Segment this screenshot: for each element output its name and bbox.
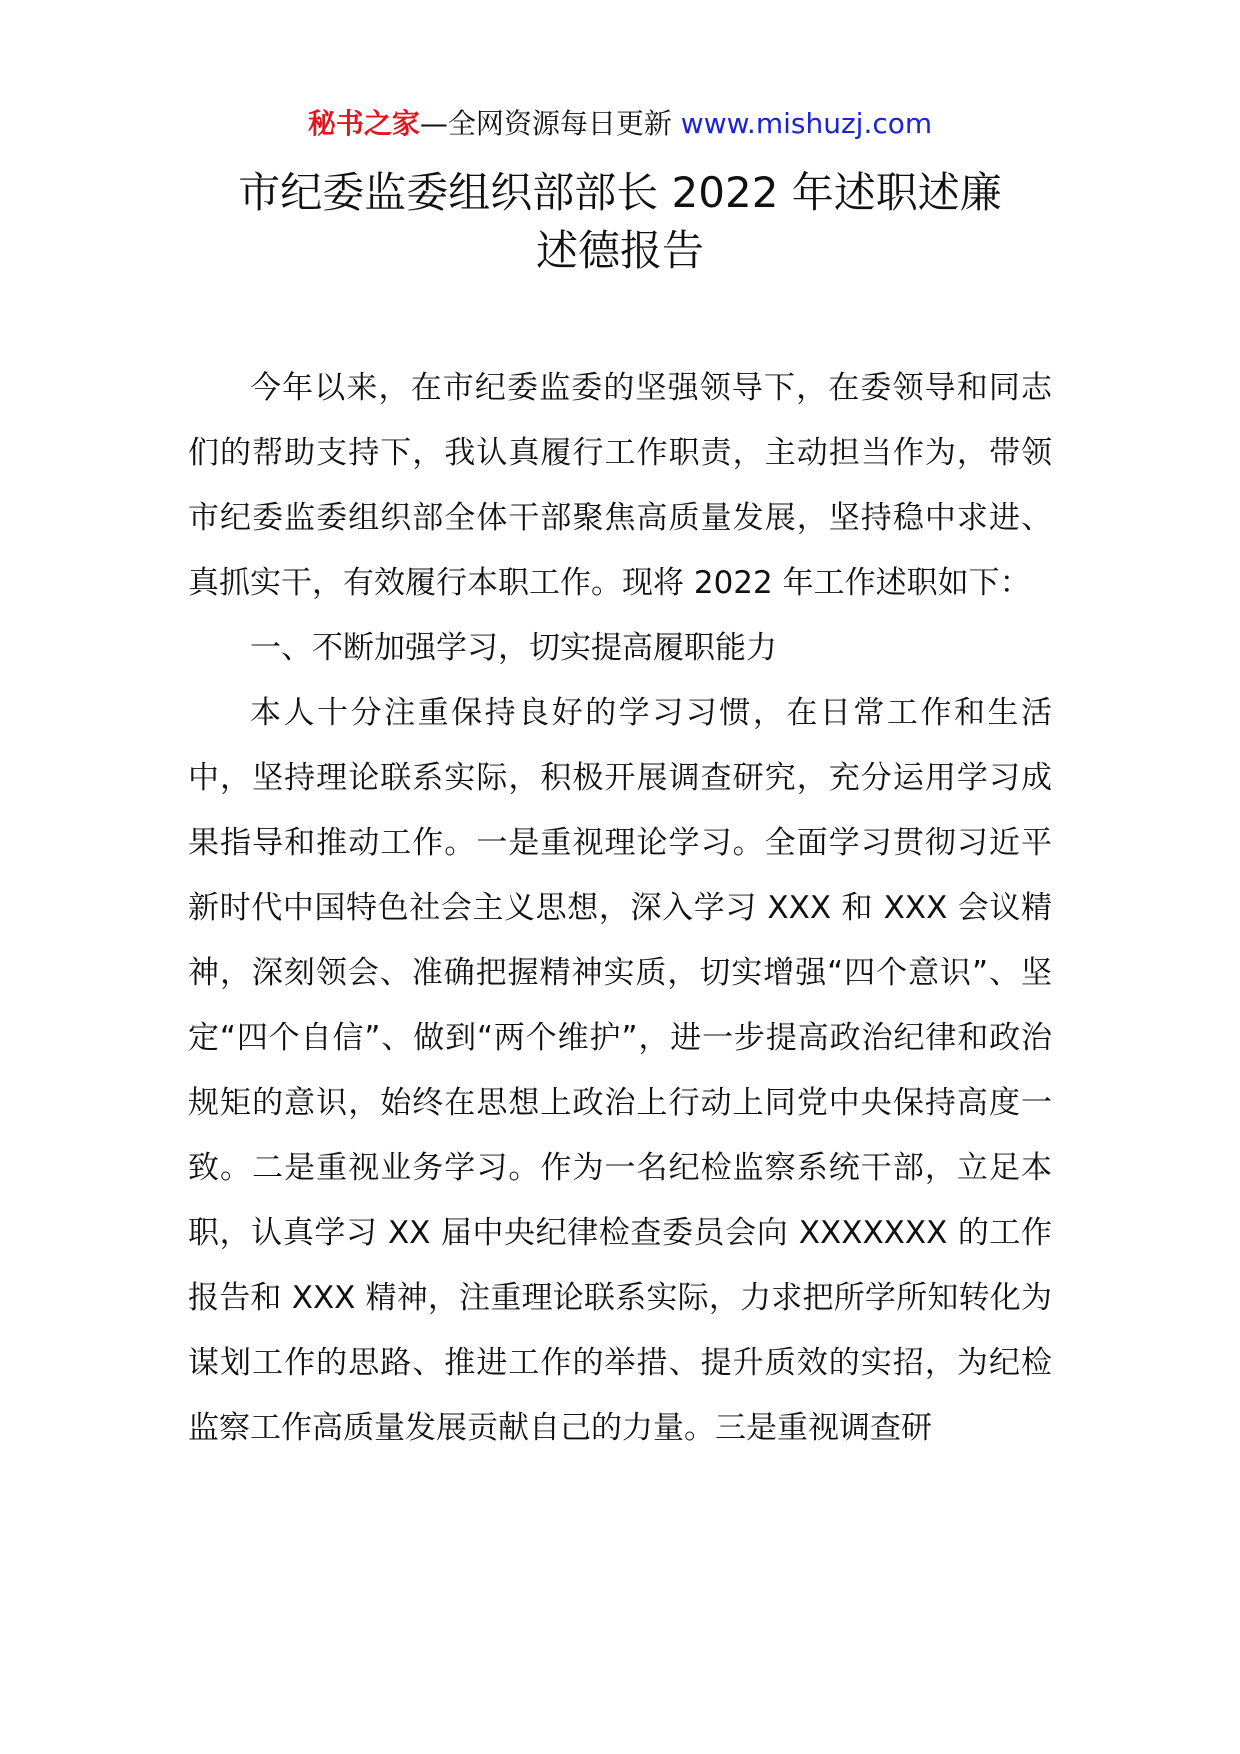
- paragraph-intro: 今年以来，在市纪委监委的坚强领导下，在委领导和同志们的帮助支持下，我认真履行工作职责，主动担当作为，带领市纪委监委组织部全体干部聚焦高质量发展，坚持稳中求进、真抓实干，有效履行本职工作。现将 2022 年工作述职如下：: [188, 370, 1052, 601]
- document-title: [0, 164, 1240, 280]
- site-url: www.mishuzj.com: [680, 107, 933, 140]
- header-tagline: —全网资源每日更新: [419, 107, 672, 140]
- site-header: [0, 106, 1240, 142]
- title-line-2: 述德报告: [535, 226, 704, 275]
- section-heading: 一、不断加强学习，切实提高履职能力: [250, 630, 777, 666]
- title-line-1: 市纪委监委组织部部长 2022 年述职述廉: [238, 168, 1002, 217]
- document-body: [188, 356, 1052, 1461]
- brand-name: 秘书之家: [307, 107, 420, 140]
- paragraph-study: 本人十分注重保持良好的学习习惯，在日常工作和生活中，坚持理论联系实际，积极开展调查研究，充分运用学习成果指导和推动工作。一是重视理论学习。全面学习贯彻习近平新时代中国特色社会主义思想，深入学习 XXX 和 XXX 会议精神，深刻领会、准确把握精神实质，切实增强“四个意识”、坚定“四个自信”、做到“两个维护”，进一步提高政治纪律和政治规矩的意识，始终在思想上政治上行动上同党中央保持高度一致。二是重视业务学习。作为一名纪检监察系统干部，立足本职，认真学习 XX 届中央纪律检查委员会向 XXXXXXX 的工作报告和 XXX 精神，注重理论联系实际，力求把所学所知转化为谋划工作的思路、推进工作的举措、提升质效的实招，为纪检监察工作高质量发展贡献自己的力量。三是重视调查研: [188, 695, 1052, 1446]
